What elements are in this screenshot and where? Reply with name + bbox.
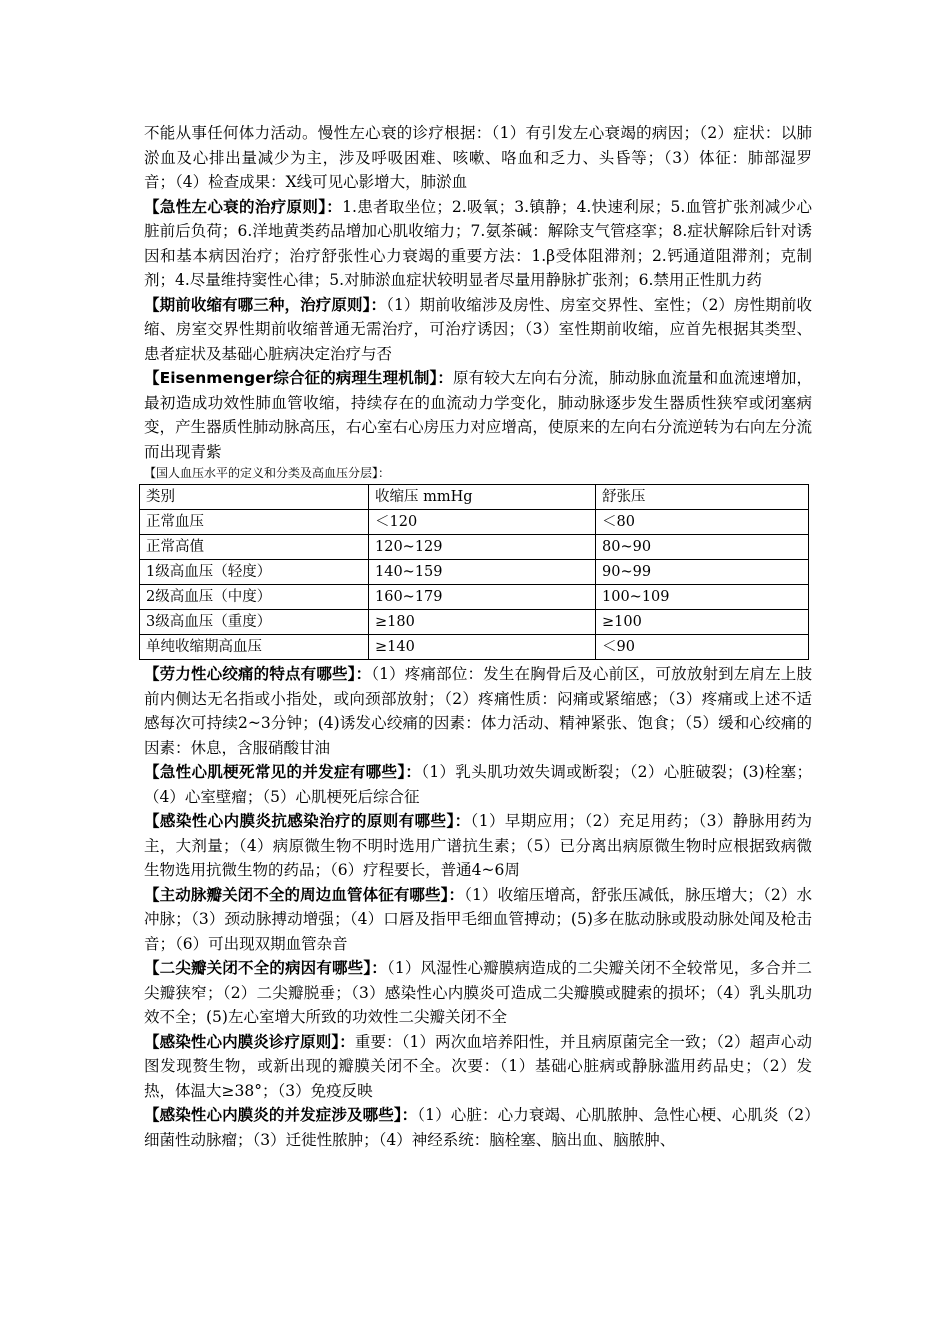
section-heading: 【期前收缩有哪三种，治疗原则】： (144, 295, 387, 314)
table-cell: 80~90 (596, 535, 809, 560)
table-cell: ＜90 (596, 635, 809, 660)
table-cell: 100~109 (596, 585, 809, 610)
section-eisenmenger (144, 366, 812, 464)
section-body: （1）风湿性心瓣膜病造成的二尖瓣关闭不全较常见，多合并二尖瓣狭窄；（2）二尖瓣脱垂；（3）感染性心内膜炎可造成二尖瓣膜或腱索的损坏；（4）乳头肌功效不全；(5)左心室增大所致的功效性二尖瓣关闭不全 (144, 959, 812, 1026)
table-cell: 正常高值 (140, 535, 369, 560)
section-body: 重要：（1）两次血培养阳性，并且病原菌完全一致；（2）超声心动图发现赘生物，或新出现的瓣膜关闭不全。次要：（1）基础心脏病或静脉滥用药品史；（2）发热，体温大≥38°；（3）免疫反映 (144, 1032, 812, 1100)
table-cell: 3级高血压（重度） (140, 610, 369, 635)
table-caption: 【国人血压水平的定义和分类及高血压分层】： (144, 466, 391, 480)
table-cell: ＜120 (369, 510, 596, 535)
section-heading: 【感染性心内膜炎抗感染治疗的原则有哪些】： (144, 812, 471, 830)
section-aortic-regurgitation-signs (144, 883, 812, 957)
section-heading: 【感染性心内膜炎的并发症涉及哪些】： (144, 1106, 418, 1124)
table-cell: ≥140 (369, 635, 596, 660)
section-body: 1.患者取坐位；2.吸氧；3.镇静；4.快速利尿；5.血管扩张剂减少心脏前后负荷；6.洋地黄类药品增加心肌收缩力；7.氨茶碱：解除支气管痉挛；8.症状解除后针对诱因和基本病因治疗；治疗舒张性心力衰竭的重要方法：1.β受体阻滞剂；2.钙通道阻滞剂；克制剂；4.尽量维持窦性心律；5.对肺淤血症状较明显者尽量用静脉扩张剂；6.禁用正性肌力药 (144, 197, 812, 289)
table-row (140, 585, 809, 610)
intro-paragraph: 不能从事任何体力活动。慢性左心衰的诊疗根据：（1）有引发左心衰竭的病因；（2）症状：以肺淤血及心排出量减少为主，涉及呼吸困难、咳嗽、咯血和乏力、头昏等；（3）体征：肺部湿罗音；（4）检查成果：X线可见心影增大，肺淤血 (144, 124, 812, 191)
table-row (140, 535, 809, 560)
section-body: （1）收缩压增高，舒张压减低，脉压增大；（2）水冲脉；（3）颈动脉搏动增强；（4）口唇及指甲毛细血管搏动；(5)多在肱动脉或股动脉处闻及枪击音；（6）可出现双期血管杂音 (144, 885, 812, 953)
section-endocarditis-diagnosis (144, 1030, 812, 1104)
section-body: （1）早期应用；（2）充足用药；（3）静脉用药为主，大剂量；（4）病原微生物不明时选用广谱抗生素；（5）已分离出病原微生物时应根据致病微生物选用抗微生物的药品；（6）疗程要长，普通4~6周 (144, 812, 812, 879)
section-heading: 【急性左心衰的治疗原则】： (144, 197, 343, 216)
table-row (140, 610, 809, 635)
table-cell: 120~129 (369, 535, 596, 560)
table-header-cell: 类别 (140, 485, 369, 510)
section-heading: 【Eisenmenger综合征的病理生理机制】： (144, 369, 453, 387)
section-endocarditis-complications (144, 1103, 812, 1152)
table-cell: ≥180 (369, 610, 596, 635)
section-acute-left-heart-failure (144, 195, 812, 293)
document-content (144, 121, 812, 1152)
table-cell: 2级高血压（中度） (140, 585, 369, 610)
section-heading: 【二尖瓣关闭不全的病因有哪些】： (144, 959, 387, 977)
blood-pressure-table (139, 484, 809, 660)
section-heading: 【感染性心内膜炎诊疗原则】： (144, 1032, 355, 1051)
table-row (140, 635, 809, 660)
section-body: （1）疼痛部位：发生在胸骨后及心前区，可放放射到左肩左上肢前内侧达无名指或小指处，或向颈部放射；（2）疼痛性质：闷痛或紧缩感；（3）疼痛或上述不适感每次可持续2~3分钟；(4)诱发心绞痛的因素：体力活动、精神紧张、饱食；（5）缓和心绞痛的因素：休息，含服硝酸甘油 (144, 665, 812, 757)
table-row (140, 560, 809, 585)
table-header-row (140, 485, 809, 510)
table-cell: 90~99 (596, 560, 809, 585)
section-body: （1）期前收缩涉及房性、房室交界性、室性；（2）房性期前收缩、房室交界性期前收缩普通无需治疗，可治疗诱因；（3）室性期前收缩，应首先根据其类型、患者症状及基础心脏病决定治疗与否 (144, 295, 812, 363)
section-premature-contraction (144, 293, 812, 367)
section-heading: 【主动脉瓣关闭不全的周边血管体征有哪些】： (144, 885, 465, 904)
table-cell: 1级高血压（轻度） (140, 560, 369, 585)
table-cell: 正常血压 (140, 510, 369, 535)
table-cell: ＜80 (596, 510, 809, 535)
table-header-cell: 舒张压 (596, 485, 809, 510)
section-heading: 【劳力性心绞痛的特点有哪些】： (144, 665, 372, 683)
section-ami-complications (144, 760, 812, 809)
section-endocarditis-antibiotics (144, 809, 812, 883)
section-mitral-regurgitation-causes (144, 956, 812, 1030)
section-body: （1）乳头肌功效失调或断裂；（2）心脏破裂；(3)栓塞；（4）心室壁瘤；（5）心肌梗死后综合征 (144, 763, 812, 806)
section-body: （1）心脏：心力衰竭、心肌脓肿、急性心梗、心肌炎（2）细菌性动脉瘤；（3）迁徙性脓肿；（4）神经系统：脑栓塞、脑出血、脑脓肿、 (144, 1106, 812, 1149)
table-row (140, 510, 809, 535)
table-cell: 单纯收缩期高血压 (140, 635, 369, 660)
section-body: 原有较大左向右分流，肺动脉血流量和血流速增加，最初造成功效性肺血管收缩，持续存在的血流动力学变化，肺动脉逐步发生器质性狭窄或闭塞病变，产生器质性肺动脉高压，右心室右心房压力对应增高，使原来的左向右分流逆转为右向左分流而出现青紫 (144, 369, 812, 461)
table-cell: 160~179 (369, 585, 596, 610)
section-heading: 【急性心肌梗死常见的并发症有哪些】： (144, 763, 422, 781)
table-header-cell: 收缩压 mmHg (369, 485, 596, 510)
table-cell: ≥100 (596, 610, 809, 635)
table-cell: 140~159 (369, 560, 596, 585)
section-exertional-angina (144, 662, 812, 760)
